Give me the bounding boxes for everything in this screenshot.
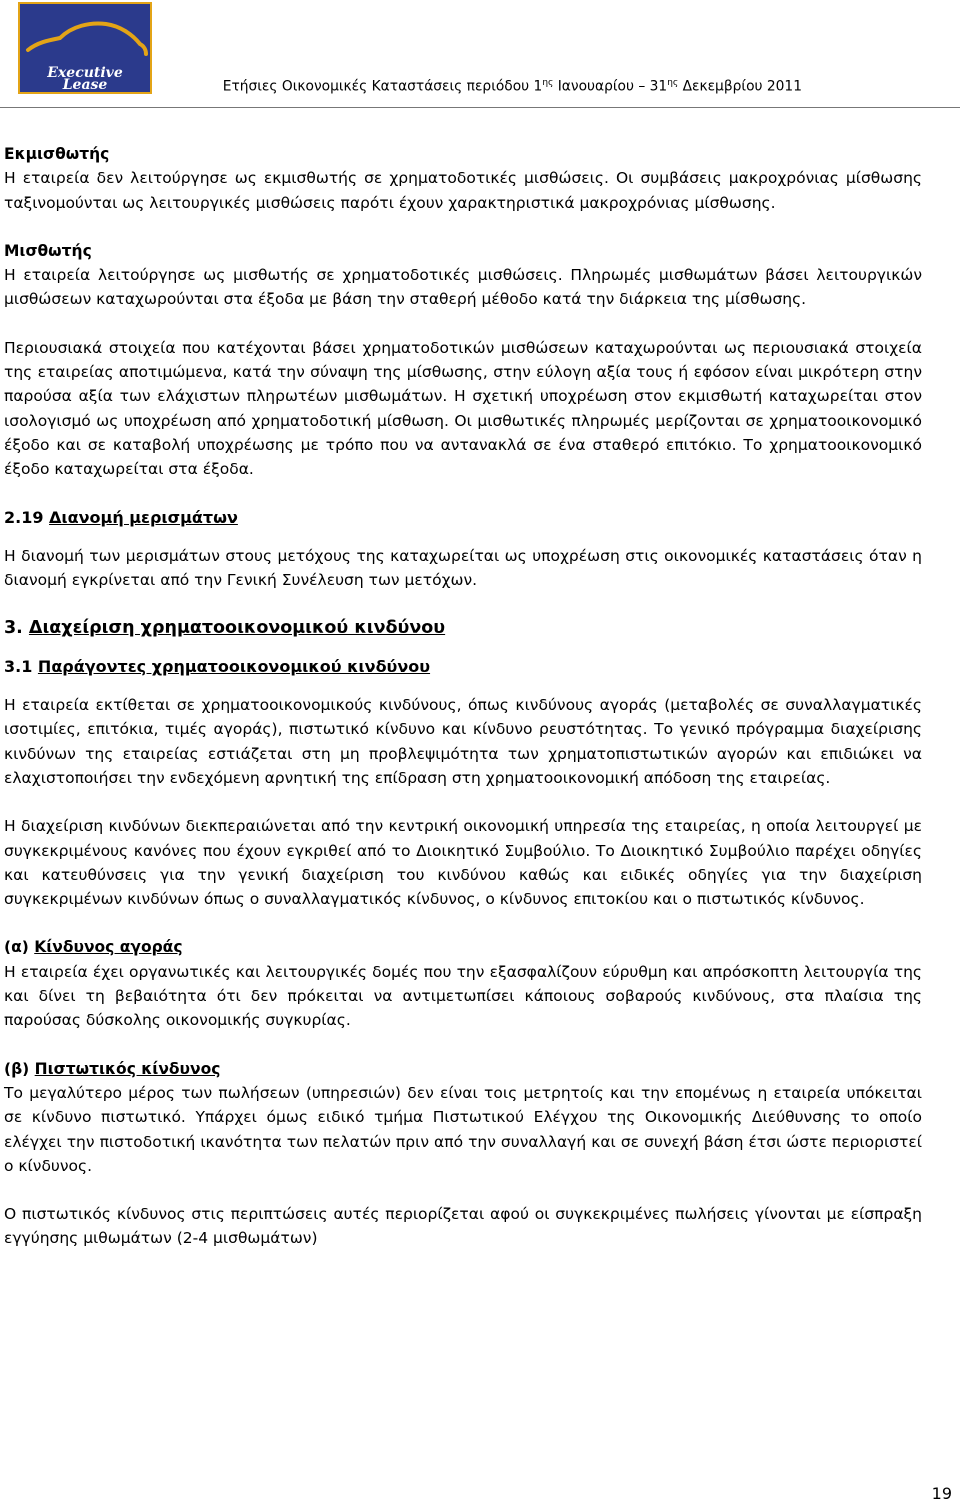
credit-risk-paragraph-2: Ο πιστωτικός κίνδυνος στις περιπτώσεις αυτές περιορίζεται αφού οι συγκεκριμένες πωλήσεις γίνονται με είσπραξη εγγύησης μιθωμάτων (2-4 μισθωμάτων) <box>4 1205 922 1248</box>
finance-lease-paragraph: Περιουσιακά στοιχεία που κατέχονται βάσει χρηματοδοτικών μισθώσεων καταχωρούνται ως περιουσιακά στοιχεία της εταιρείας αποτιμώμενα, κατά την σύναψη της μίσθωσης, στην εύλογη αξία τους ή εφόσον είναι μικρότερη στην παρούσα αξία των ελάχιστων πληρωτέων μισθωμάτων. Η σχετική υποχρέωση στον εκμισθωτή καταχωρείται στον ισολογισμό ως υποχρέωση από χρηματοδοτική μίσθωση. Οι μισθωτικές πληρωμές μερίζονται σε χρηματοοικονομικό έξοδο και σε καταβολή υποχρέωσης με τρόπο που να αντανακλά σε ένα σταθερό επιτόκιο. Το χρηματοοικονομικό έξοδο καταχωρείται στα έξοδα. <box>4 338 922 479</box>
dividends-heading: 2.19 Διανομή μερισμάτων <box>4 507 238 527</box>
lessee-paragraph: Η εταιρεία λειτούργησε ως μισθωτής σε χρηματοδοτικές μισθώσεις. Πληρωμές μισθωμάτων βάσει λειτουργικών μισθώσεων καταχωρούνται στα έξοδα με βάση την σταθερή μέθοδο κατά την διάρκεια της μίσθωσης. <box>4 266 922 309</box>
dividends-paragraph: Η διανομή των μερισμάτων στους μετόχους της καταχωρείται ως υποχρέωση στις οικονομικές καταστάσεις όταν η διανομή εγκρίνεται από την Γενική Συνέλευση των μετόχων. <box>4 546 922 590</box>
credit-risk-paragraph-1: Το μεγαλύτερο μέρος των πωλήσεων (υπηρεσιών) δεν είναι τοις μετρητοίς και την επομένως η εταιρεία υπόκειται σε κίνδυνο πιστωτικό. Υπάρχει όμως ειδικό τμήμα Πιστωτικού Ελέγχου της Οικονομικής Διεύθυνσης το οποίο ελέγχει την πιστοδοτική ικανότητα των πελατών πριν από την συναλλαγή και σε συνεχή βάση έτσι ώστε περιοριστεί ο κίνδυνος. <box>4 1083 922 1175</box>
risk-heading: 3. Διαχείριση χρηματοοικονομικού κινδύνου <box>4 618 446 639</box>
lessor-paragraph: Η εταιρεία δεν λειτούργησε ως εκμισθωτής σε χρηματοδοτικές μισθώσεις. Οι συμβάσεις μακροχρόνιας μίσθωσης ταξινομούνται ως λειτουργικές μισθώσεις παρότι έχουν χαρακτηριστικά μακροχρόνιας μίσθωσης. <box>4 169 922 212</box>
logo-text-line2: Lease <box>62 77 108 93</box>
company-logo <box>18 2 152 94</box>
document-body <box>4 142 922 1251</box>
factors-paragraph-1: Η εταιρεία εκτίθεται σε χρηματοοικονομικούς κινδύνους, όπως κινδύνους αγοράς (μεταβολές σε συναλλαγματικές ισοτιμίες, επιτόκια, τιμές αγοράς), πιστωτικό κίνδυνο και κίνδυνο ρευστότητας. Το γενικό πρόγραμμα διαχείρισης κινδύνων της εταιρείας εστιάζεται στη μη προβλεψιμότητα των χρηματοπιστωτικών αγορών και επιδιώκει να ελαχιστοποιήσει την ενδεχόμενη αρνητική της επίδραση στη χρηματοοικονομική απόδοση της εταιρείας. <box>4 696 922 787</box>
lessee-heading: Μισθωτής <box>4 241 92 260</box>
logo-text-line1: Executive <box>47 65 123 81</box>
credit-risk-heading: (β) Πιστωτικός κίνδυνος <box>4 1059 221 1078</box>
factors-paragraph-2: Η διαχείριση κινδύνων διεκπεραιώνεται από την κεντρική οικονομική υπηρεσία της εταιρείας, η οποία λειτουργεί με συγκεκριμένους κανόνες που έχουν εγκριθεί από το Διοικητικό Συμβούλιο. Το Διοικητικό Συμβούλιο παρέχει οδηγίες και κατευθύνσεις για την γενική διαχείριση του κινδύνου καθώς και ειδικές οδηγίες για την διαχείριση συγκεκριμένων κινδύνων όπως ο συναλλαγματικός κίνδυνος, ο κίνδυνος επιτοκίου και ο πιστωτικός κίνδυνος. <box>4 817 922 909</box>
header-divider <box>0 107 960 108</box>
market-risk-heading: (α) Κίνδυνος αγοράς <box>4 938 183 957</box>
factors-heading: 3.1 Παράγοντες χρηματοοικονομικού κινδύνου <box>4 656 431 676</box>
header-title: Ετήσιες Οικονομικές Καταστάσεις περιόδου $1^{\eta\varsigma}$ Ιανουαρίου – $31^{\eta\varsigma}$ Δεκεμβρίου 2011 <box>222 78 802 95</box>
lessor-heading: Εκμισθωτής <box>4 145 110 163</box>
market-risk-paragraph: Η εταιρεία έχει οργανωτικές και λειτουργικές δομές που την εξασφαλίζουν εύρυθμη και απρόσκοπτη λειτουργία της και δίνει τη βεβαιότητα ότι δεν πρόκειται να αντιμετωπίσει κάποιους σοβαρούς κινδύνους, στα πλαίσια της παρούσας δύσκολης οικονομικής συγκυρίας. <box>4 962 922 1030</box>
page-number: 19 <box>931 1484 952 1503</box>
